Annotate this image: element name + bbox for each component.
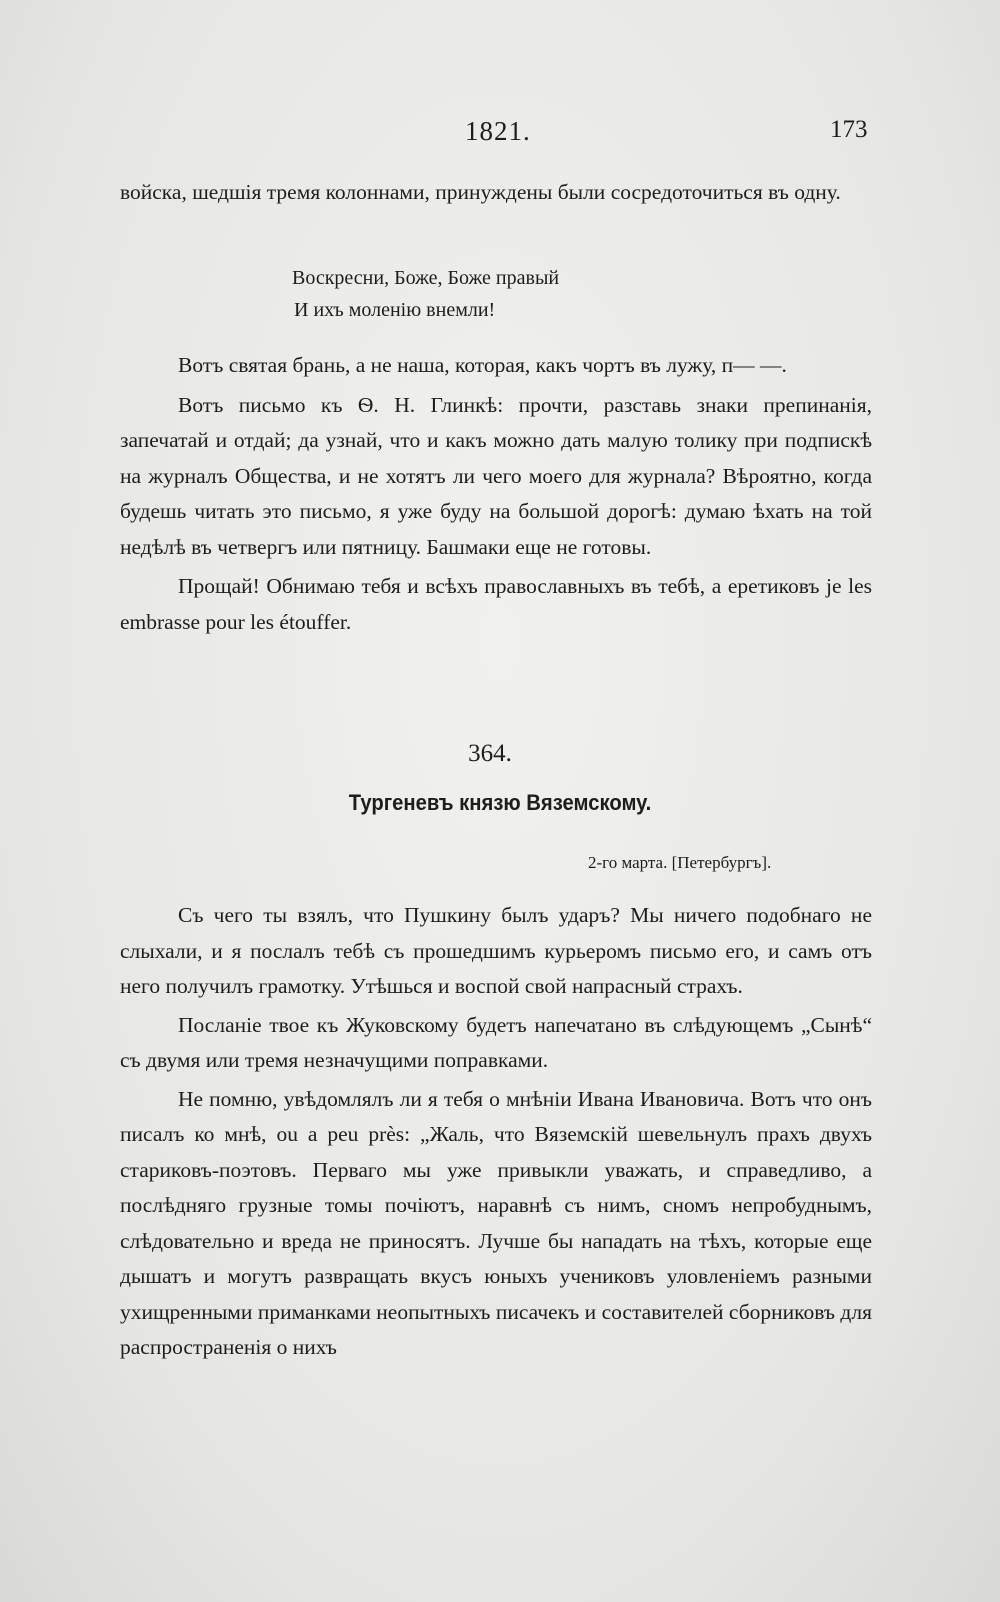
letter-number-text: 364. bbox=[468, 740, 512, 767]
running-header bbox=[0, 116, 1000, 152]
page-number: 173 bbox=[830, 116, 868, 143]
letter-number bbox=[0, 740, 1000, 768]
paragraph: Посланіе твое къ Жуковскому будетъ напечатано въ слѣдующемъ „Сынѣ“ съ двумя или тремя незначущими поправками. bbox=[120, 1012, 872, 1072]
letter-dateline: 2-го марта. [Петербургъ]. bbox=[588, 853, 772, 872]
paragraph: войска, шедшія тремя колоннами, принуждены были сосредоточиться въ одну. bbox=[120, 180, 841, 204]
letter-title: Тургеневъ князю Вяземскому. bbox=[348, 790, 652, 815]
verse-line: И ихъ моленію внемли! bbox=[294, 299, 496, 321]
paragraph: Вотъ письмо къ Ѳ. Н. Глинкѣ: прочти, разставь знаки препинанія, запечатай и отдай; да узнай, что и какъ можно дать малую толику при подпискѣ на журналъ Общества, и не хотятъ ли чего моего для журнала? Вѣроятно, когда будешь читать это письмо, я уже буду на большой дорогѣ: думаю ѣхать на той недѣлѣ въ четвергъ или пятницу. Башмаки еще не готовы. bbox=[120, 392, 872, 559]
letter-body bbox=[120, 898, 872, 1369]
verse-line: Воскресни, Боже, Боже правый bbox=[292, 267, 560, 289]
paragraph: Вотъ святая брань, а не наша, которая, какъ чортъ въ лужу, п— —. bbox=[178, 353, 787, 377]
letter-body-previous bbox=[120, 348, 872, 644]
paragraph: Прощай! Обнимаю тебя и всѣхъ православныхъ въ тебѣ, а еретиковъ je les embrasse pour les étouffer. bbox=[120, 574, 872, 634]
header-year: 1821. bbox=[465, 116, 531, 146]
paragraph: Съ чего ты взялъ, что Пушкину былъ ударъ? Мы ничего подобнаго не слыхали, и я послалъ тебѣ съ прошедшимъ курьеромъ письмо его, и самъ отъ него получилъ грамотку. Утѣшься и воспой свой напрасный страхъ. bbox=[120, 903, 872, 998]
verse-quote bbox=[292, 262, 559, 326]
continuation-block bbox=[120, 175, 872, 211]
paragraph: Не помню, увѣдомлялъ ли я тебя о мнѣніи Ивана Ивановича. Вотъ что онъ писалъ ко мнѣ, ou a peu près: „Жаль, что Вяземскій шевельнулъ прахъ двухъ стариковъ-поэтовъ. Перваго мы уже привыкли уважать, и справедливо, а послѣдняго грузные томы почіютъ, наравнѣ съ нимъ, сномъ непробуднымъ, слѣдовательно и вреда не приносятъ. Лучше бы нападать на тѣхъ, которые еще дышатъ и могутъ развращать вкусъ юныхъ учениковъ уловленіемъ разными ухищренными приманками неопытныхъ писачекъ и составителей сборниковъ для распространенія о нихъ bbox=[120, 1086, 872, 1359]
